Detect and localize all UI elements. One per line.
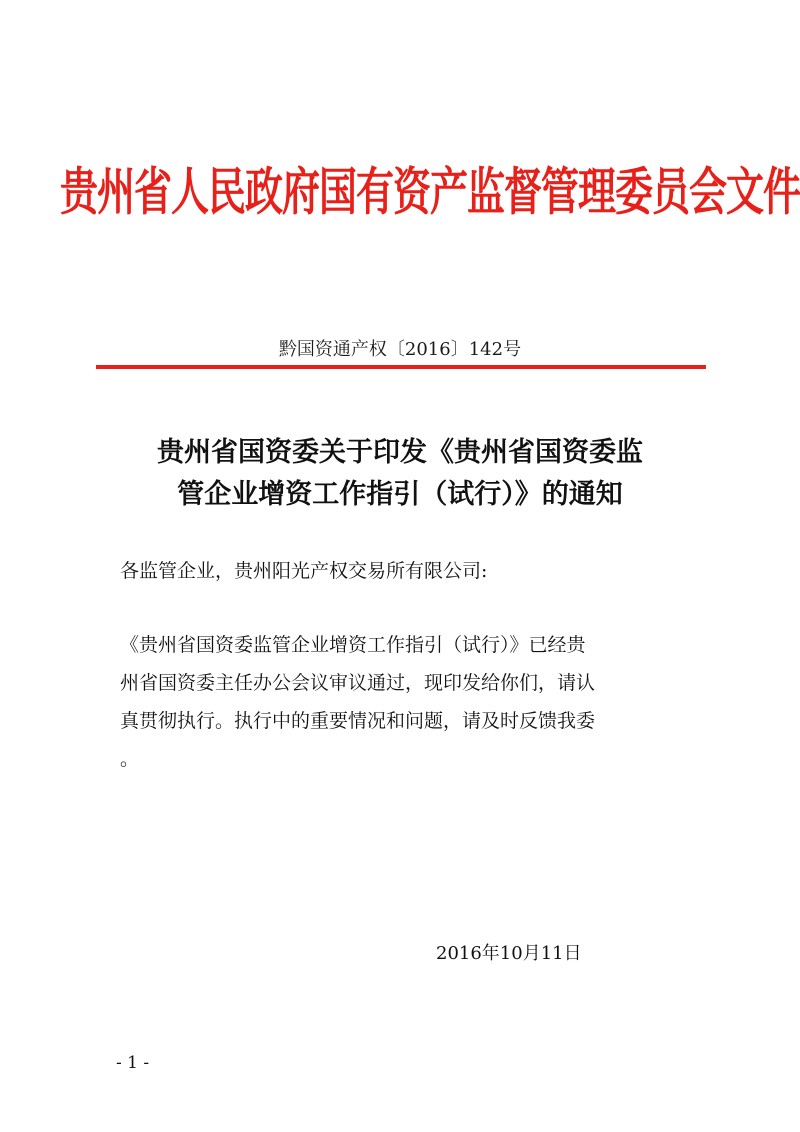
document-title-line-2: 管企业增资工作指引（试行）》的通知	[177, 479, 623, 510]
salutation: 各监管企业，贵州阳光产权交易所有限公司:	[120, 560, 488, 582]
issue-date: 2016年10月11日	[436, 943, 582, 964]
body-paragraph	[120, 626, 680, 778]
document-masthead: 贵州省人民政府国有资产监督管理委员会文件	[60, 162, 800, 222]
red-divider-rule	[96, 365, 706, 369]
body-line-4: 。	[120, 748, 140, 770]
body-line-3: 真贯彻执行。执行中的重要情况和问题，请及时反馈我委	[120, 710, 596, 732]
page-number: - 1 -	[116, 1053, 150, 1073]
body-line-1: 《贵州省国资委监管企业增资工作指引（试行）》已经贵	[120, 634, 586, 656]
document-number: 黔国资通产权〔2016〕142号	[278, 339, 522, 360]
body-line-2: 州省国资委主任办公会议审议通过，现印发给你们，请认	[120, 672, 596, 694]
document-title-line-1: 贵州省国资委关于印发《贵州省国资委监	[157, 437, 643, 468]
document-title	[80, 432, 720, 516]
